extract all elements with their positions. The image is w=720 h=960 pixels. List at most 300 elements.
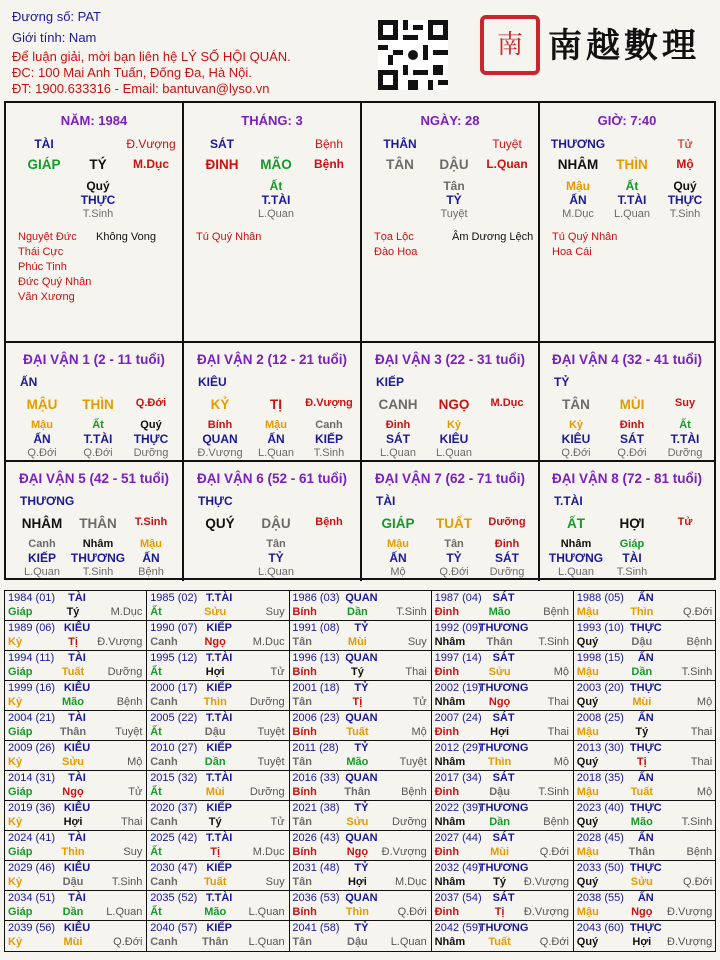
year-branch: Hợi <box>490 726 510 738</box>
hidden-ten-god: T.TÀI <box>83 432 113 446</box>
hidden-ten-god: THỰC <box>133 432 169 446</box>
pillar-stage: Đ.Vượng <box>126 137 176 151</box>
hidden-stem: Bính <box>207 419 233 431</box>
year-stage: T.Sinh <box>538 636 569 648</box>
dai-van-status: Bệnh <box>315 516 343 528</box>
year-branch: Tý <box>493 876 507 888</box>
phone-email: ĐT: 1900.633316 - Email: bantuvan@lyso.vn <box>12 81 270 96</box>
star-label: Hoa Cái <box>552 246 592 258</box>
year-branch: Thân <box>628 846 655 858</box>
year-cell <box>5 921 147 951</box>
year-label: 2023 (40) <box>576 802 624 814</box>
year-label: 2008 (25) <box>576 712 624 724</box>
year-label: 2001 (18) <box>292 682 340 694</box>
year-cell <box>432 711 574 741</box>
year-ten-god: KIẾP <box>206 922 233 934</box>
year-label: 1984 (01) <box>8 592 56 604</box>
hidden-stage: Bệnh <box>138 566 164 578</box>
year-label: 2020 (37) <box>150 802 198 814</box>
brand-seal: 南 <box>480 15 540 75</box>
year-stage: Tuyệt <box>115 726 143 738</box>
pillar-stem: NHÂM <box>557 157 599 172</box>
year-ten-god: KIẾP <box>206 622 233 634</box>
year-ten-god: TÀI <box>68 652 86 664</box>
year-ten-god: SÁT <box>492 652 515 664</box>
year-stage: Q.Đới <box>113 936 143 948</box>
year-branch: Dần <box>631 666 653 678</box>
year-branch: Sửu <box>630 876 653 888</box>
year-branch: Thân <box>59 726 87 738</box>
year-stem: Giáp <box>8 726 33 738</box>
year-label: 2035 (52) <box>150 892 198 904</box>
year-cell <box>147 921 289 951</box>
year-branch: Dậu <box>631 636 653 648</box>
dai-van-branch: MÙI <box>619 397 645 412</box>
year-stem: Bính <box>292 666 317 678</box>
year-branch: Tuất <box>488 936 511 948</box>
year-stem: Đinh <box>434 906 460 918</box>
year-cell <box>289 891 431 921</box>
year-cell <box>5 891 147 921</box>
year-stem: Nhâm <box>434 876 466 888</box>
year-label: 2003 (20) <box>576 682 624 694</box>
annual-luck-table <box>4 590 716 952</box>
year-stem: Tân <box>292 756 312 768</box>
year-cell <box>5 741 147 771</box>
year-stage: T.Sinh <box>396 606 427 618</box>
year-stem: Ất <box>150 906 162 918</box>
year-label: 1993 (10) <box>576 622 624 634</box>
year-stem: Kỷ <box>8 876 23 888</box>
year-stem: Quý <box>576 876 599 888</box>
year-stage: Dưỡng <box>107 666 143 678</box>
year-branch: Mão <box>346 756 369 768</box>
year-stem: Giáp <box>8 906 33 918</box>
year-ten-god: QUAN <box>345 652 378 664</box>
year-cell <box>574 771 716 801</box>
year-ten-god: T.TÀI <box>206 652 233 664</box>
year-stem: Bính <box>292 606 317 618</box>
year-stage: Dưỡng <box>392 816 427 828</box>
year-branch: Dần <box>347 606 368 618</box>
page-header <box>0 0 720 100</box>
year-label: 2037 (54) <box>434 892 482 904</box>
year-label: 1992 (09) <box>434 622 482 634</box>
year-label: 2026 (43) <box>292 832 340 844</box>
year-branch: Hợi <box>63 816 83 828</box>
year-cell <box>5 861 147 891</box>
hidden-stage: L.Quan <box>257 447 295 459</box>
year-cell <box>147 801 289 831</box>
year-ten-god: TÀI <box>68 832 86 844</box>
year-cell <box>432 771 574 801</box>
year-cell <box>5 771 147 801</box>
pillar-branch: MÃO <box>260 157 292 172</box>
dai-van-ten-god: ẤN <box>20 375 38 389</box>
hidden-stage: Mộ <box>390 566 406 578</box>
dai-van-status: Dưỡng <box>488 516 526 528</box>
year-stage: Suy <box>407 636 427 648</box>
year-stem: Bính <box>292 726 317 738</box>
year-branch: Sửu <box>488 666 511 678</box>
hidden-stem: Tân <box>266 538 286 550</box>
year-ten-god: SÁT <box>492 892 515 904</box>
hidden-stage: Q.Đới <box>617 447 647 459</box>
year-cell <box>5 621 147 651</box>
hidden-stage: Q.Đới <box>27 447 57 459</box>
year-label: 1994 (11) <box>8 652 55 664</box>
year-ten-god: ẤN <box>637 592 654 604</box>
year-stage: Đ.Vượng <box>381 846 427 858</box>
star-label: Không Vong <box>96 231 156 243</box>
year-stage: Bệnh <box>543 606 569 618</box>
year-stage: T.Sinh <box>111 876 143 888</box>
pillar-stage: Bệnh <box>314 137 344 151</box>
year-ten-god: ẤN <box>637 712 654 724</box>
year-cell <box>289 861 431 891</box>
year-branch: Tị <box>210 846 221 858</box>
year-stem: Bính <box>292 906 317 918</box>
pillar-title: NGÀY: 28 <box>420 113 480 128</box>
year-branch: Sửu <box>61 756 85 768</box>
year-cell <box>289 681 431 711</box>
year-branch: Thân <box>344 786 371 798</box>
hidden-stage: L.Quan <box>379 447 417 459</box>
year-branch: Tuất <box>346 726 369 738</box>
year-label: 2017 (34) <box>434 772 482 784</box>
year-stem: Canh <box>150 876 178 888</box>
hidden-stem: Quý <box>140 419 162 431</box>
year-label: 2005 (22) <box>150 712 198 724</box>
year-ten-god: SÁT <box>492 772 515 784</box>
year-branch: Sửu <box>346 816 369 828</box>
year-ten-god: KIÊU <box>63 862 91 874</box>
year-stem: Đinh <box>434 606 460 618</box>
dai-van-stem: MẬU <box>26 397 58 412</box>
year-branch: Dần <box>204 756 226 768</box>
year-stage: Đ.Vượng <box>523 876 569 888</box>
hidden-stage: Dưỡng <box>667 447 703 459</box>
hidden-stem: Ất <box>92 419 104 431</box>
year-label: 2000 (17) <box>150 682 198 694</box>
year-cell <box>432 831 574 861</box>
hidden-stem: Kỷ <box>568 419 584 431</box>
year-stage: Bệnh <box>686 636 713 648</box>
year-branch: Dậu <box>347 936 368 948</box>
dai-van-stem: CANH <box>378 397 418 412</box>
dai-van-status: T.Sinh <box>134 516 168 528</box>
contact-note: Để luận giải, mời bạn liên hệ LÝ SỐ HỘI QUÁN. <box>12 49 291 64</box>
year-stage: Tuyệt <box>399 756 427 768</box>
year-stem: Đinh <box>434 786 460 798</box>
hidden-stage: L.Quan <box>23 566 61 578</box>
star-label: Tú Quý Nhân <box>552 231 618 243</box>
year-cell <box>147 711 289 741</box>
year-stage: Đ.Vượng <box>523 906 569 918</box>
dai-van-cell <box>362 343 540 462</box>
year-stage: Dưỡng <box>249 786 285 798</box>
year-label: 2025 (42) <box>150 832 198 844</box>
year-label: 2014 (31) <box>8 772 56 784</box>
year-stage: Mộ <box>696 786 713 798</box>
pillar-ten-god: THƯƠNG <box>550 137 606 151</box>
year-branch: Hợi <box>632 936 652 948</box>
hidden-ten-god: TÀI <box>622 551 642 565</box>
year-branch: Tuất <box>203 876 227 888</box>
hidden-stem: Canh <box>28 538 56 550</box>
hidden-stem: Quý <box>86 179 110 193</box>
year-stage: Đ.Vượng <box>667 906 713 918</box>
pillar-cell <box>6 103 184 343</box>
year-cell <box>432 681 574 711</box>
year-label: 2039 (56) <box>8 922 56 934</box>
dai-van-branch: THÌN <box>82 397 114 412</box>
year-label: 2010 (27) <box>150 742 198 754</box>
year-cell <box>5 681 147 711</box>
dai-van-branch: HỢI <box>619 516 645 531</box>
year-ten-god: QUAN <box>345 592 378 604</box>
hidden-stem: Canh <box>315 419 343 431</box>
year-cell <box>289 921 431 951</box>
year-cell <box>574 801 716 831</box>
year-stem: Kỷ <box>8 756 23 768</box>
dai-van-stem: TÂN <box>562 397 590 412</box>
year-branch: Mùi <box>347 636 367 648</box>
year-stem: Kỷ <box>8 696 23 708</box>
hidden-stem: Tân <box>443 179 465 193</box>
year-branch: Hợi <box>205 666 225 678</box>
hidden-stage: M.Dục <box>562 208 594 220</box>
star-label: Đức Quý Nhân <box>18 276 92 288</box>
year-stage: Thai <box>547 726 569 738</box>
year-ten-god: KIẾP <box>206 682 233 694</box>
year-stage: Mộ <box>411 726 427 738</box>
year-cell <box>574 891 716 921</box>
year-stage: T.Sinh <box>681 816 713 828</box>
hidden-stage: T.Sinh <box>616 566 648 578</box>
year-ten-god: ẤN <box>637 772 654 784</box>
pillar-grid <box>4 101 716 580</box>
year-cell <box>574 591 716 621</box>
year-branch: Tị <box>636 756 647 768</box>
dai-van-stem: ẤT <box>567 516 585 531</box>
year-stage: Thai <box>690 726 713 738</box>
star-label: Đào Hoa <box>374 246 418 258</box>
year-ten-god: THƯƠNG <box>478 742 529 754</box>
pillar-status: L.Quan <box>486 157 528 171</box>
year-cell <box>147 891 289 921</box>
hidden-stage: Đ.Vượng <box>197 447 243 459</box>
year-stage: Suy <box>123 846 143 858</box>
year-label: 1987 (04) <box>434 592 482 604</box>
pillar-status: Bệnh <box>314 157 344 171</box>
hidden-ten-god: ẤN <box>267 432 285 446</box>
year-label: 2042 (59) <box>434 922 482 934</box>
year-branch: Dậu <box>489 786 510 798</box>
hidden-stage: T.Sinh <box>82 566 114 578</box>
hidden-stem: Ất <box>679 419 691 431</box>
pillar-stem: ĐINH <box>205 157 239 172</box>
hidden-stem: Mậu <box>566 179 590 193</box>
year-stage: Mộ <box>696 696 713 708</box>
dai-van-cell <box>6 343 184 462</box>
year-stage: Q.Đới <box>682 876 713 888</box>
year-cell <box>432 921 574 951</box>
year-stem: Tân <box>292 816 312 828</box>
year-branch: Mùi <box>63 936 83 948</box>
year-cell <box>289 621 431 651</box>
year-stem: Nhâm <box>434 756 466 768</box>
year-cell <box>432 891 574 921</box>
year-cell <box>5 801 147 831</box>
year-stem: Đinh <box>434 726 460 738</box>
year-ten-god: THỰC <box>629 622 662 634</box>
year-branch: Mão <box>630 816 653 828</box>
year-stem: Tân <box>292 936 312 948</box>
year-stage: Tuyệt <box>257 726 285 738</box>
year-branch: Thân <box>486 636 513 648</box>
hidden-stage: L.Quan <box>613 208 651 220</box>
year-stage: Mộ <box>553 666 569 678</box>
year-stage: Suy <box>265 876 285 888</box>
hidden-ten-god: ẤN <box>142 551 160 565</box>
year-ten-god: QUAN <box>345 832 378 844</box>
year-cell <box>147 651 289 681</box>
year-stem: Ất <box>150 726 162 738</box>
year-branch: Thân <box>202 936 229 948</box>
year-branch: Thìn <box>630 606 654 618</box>
year-ten-god: KIÊU <box>63 922 91 934</box>
year-branch: Dậu <box>62 876 84 888</box>
pillar-stem: GIÁP <box>27 157 61 172</box>
dai-van-ten-god: THỰC <box>198 494 233 508</box>
star-label: Thái Cực <box>18 246 64 258</box>
pillar-stage: Tử <box>677 137 693 151</box>
year-branch: Mùi <box>632 696 652 708</box>
year-stage: Q.Đới <box>397 906 427 918</box>
hidden-stem: Đinh <box>385 419 411 431</box>
hidden-stage: L.Quan <box>435 447 473 459</box>
dai-van-status: M.Dục <box>490 397 524 409</box>
hidden-ten-god: KIẾP <box>314 432 344 446</box>
year-ten-god: THƯƠNG <box>478 802 529 814</box>
year-stem: Đinh <box>434 846 460 858</box>
year-stage: M.Dục <box>252 636 285 648</box>
hidden-stem: Đinh <box>494 538 520 550</box>
year-ten-god: THỰC <box>629 682 662 694</box>
year-ten-god: KIÊU <box>63 682 91 694</box>
dai-van-cell <box>540 343 714 462</box>
year-stage: Dưỡng <box>249 696 285 708</box>
year-cell <box>432 741 574 771</box>
pillar-ten-god: TÀI <box>34 137 54 151</box>
hidden-ten-god: KIẾP <box>27 551 57 565</box>
year-label: 2041 (58) <box>292 922 340 934</box>
year-ten-god: KIẾP <box>206 862 233 874</box>
pillar-ten-god: SÁT <box>210 137 234 151</box>
year-stem: Nhâm <box>434 816 466 828</box>
year-label: 2022 (39) <box>434 802 482 814</box>
hidden-stage: Q.Đới <box>83 447 113 459</box>
year-stem: Nhâm <box>434 696 466 708</box>
hidden-ten-god: ẤN <box>33 432 51 446</box>
brand-title: 南越數理 <box>548 26 700 66</box>
year-label: 1989 (06) <box>8 622 56 634</box>
dai-van-ten-god: T.TÀI <box>554 494 583 508</box>
year-cell <box>147 831 289 861</box>
hidden-ten-god: THỰC <box>80 193 116 207</box>
year-stem: Mậu <box>576 786 599 798</box>
year-label: 2034 (51) <box>8 892 56 904</box>
year-label: 2013 (30) <box>576 742 624 754</box>
dai-van-ten-god: THƯƠNG <box>20 494 75 508</box>
hidden-ten-god: TỶ <box>268 551 284 565</box>
year-cell <box>5 591 147 621</box>
year-label: 2028 (45) <box>576 832 624 844</box>
year-ten-god: TỶ <box>354 802 369 814</box>
year-branch: Dần <box>62 906 84 918</box>
year-branch: Ngọ <box>204 636 226 648</box>
year-branch: Ngọ <box>631 906 653 918</box>
year-ten-god: T.TÀI <box>206 712 233 724</box>
year-cell <box>289 831 431 861</box>
year-branch: Thìn <box>487 756 512 768</box>
star-label: Âm Dương Lệch <box>452 231 534 243</box>
year-ten-god: KIẾP <box>206 802 233 814</box>
star-label: Văn Xương <box>18 291 75 303</box>
dai-van-status: Tử <box>677 516 693 528</box>
qr-code-icon[interactable] <box>378 20 448 90</box>
dai-van-status: Suy <box>674 397 696 409</box>
year-cell <box>147 861 289 891</box>
hidden-stage: Q.Đới <box>561 447 591 459</box>
year-label: 2021 (38) <box>292 802 340 814</box>
pillar-cell <box>540 103 714 343</box>
year-cell <box>574 621 716 651</box>
pillar-cell <box>362 103 540 343</box>
dai-van-cell <box>362 462 540 581</box>
year-stage: M.Dục <box>110 606 143 618</box>
year-label: 1988 (05) <box>576 592 624 604</box>
year-stem: Quý <box>576 636 599 648</box>
year-ten-god: T.TÀI <box>206 592 233 604</box>
year-ten-god: TỶ <box>354 742 369 754</box>
year-label: 2038 (55) <box>576 892 624 904</box>
year-label: 2019 (36) <box>8 802 56 814</box>
pillar-title: THÁNG: 3 <box>241 113 303 128</box>
year-label: 1991 (08) <box>292 622 340 634</box>
year-cell <box>147 681 289 711</box>
dai-van-title: ĐẠI VẬN 5 (42 - 51 tuổi) <box>18 471 170 486</box>
year-label: 2004 (21) <box>8 712 56 724</box>
year-label: 2033 (50) <box>576 862 624 874</box>
year-stem: Ất <box>150 666 162 678</box>
year-ten-god: QUAN <box>345 712 378 724</box>
year-cell <box>574 741 716 771</box>
year-cell <box>5 831 147 861</box>
year-branch: Tị <box>494 906 505 918</box>
year-label: 1996 (13) <box>292 652 340 664</box>
year-label: 1999 (16) <box>8 682 56 694</box>
dai-van-title: ĐẠI VẬN 1 (2 - 11 tuổi) <box>23 352 165 367</box>
hidden-stem: Mậu <box>387 538 409 550</box>
hidden-ten-god: THỰC <box>667 193 703 207</box>
year-label: 1997 (14) <box>434 652 482 664</box>
year-stage: Q.Đới <box>682 606 713 618</box>
year-label: 2018 (35) <box>576 772 624 784</box>
hidden-stage: Q.Đới <box>439 566 469 578</box>
dai-van-title: ĐẠI VẬN 2 (12 - 21 tuổi) <box>196 352 348 367</box>
